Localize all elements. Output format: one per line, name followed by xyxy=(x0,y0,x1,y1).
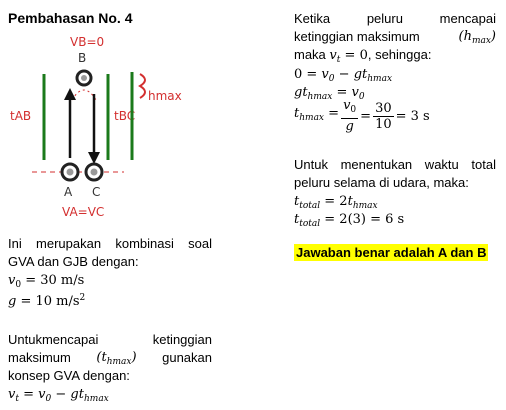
brace-hmax xyxy=(140,74,145,98)
arrow-down-head xyxy=(88,152,100,164)
motion-diagram xyxy=(8,28,208,228)
label-va-vc: VA=VC xyxy=(62,205,105,219)
intro-line-2: GVA dan GJB dengan: xyxy=(8,254,139,269)
eq-gt: $gt_{hmax} = v_0$ xyxy=(294,85,365,102)
para2-line-1: Untukmencapai ketinggian xyxy=(8,332,212,347)
answer-highlight: Jawaban benar adalah A dan B xyxy=(296,245,487,260)
label-tbc: tBC xyxy=(114,109,136,123)
label-tab: tAB xyxy=(10,109,32,123)
frac-v0-g: $\frac{v_0}{g}$ xyxy=(343,98,357,134)
para2-line-3: konsep GVA dengan: xyxy=(8,368,130,383)
trajectory-arc xyxy=(72,90,96,100)
frac-30-10: $\frac{30}{10}$ xyxy=(375,100,392,132)
eq-ttotal-1: $t_{total} = 2t_{hmax}$ xyxy=(294,194,378,211)
eq-v0: $v_0 = 30$ m/s xyxy=(8,273,85,290)
label-hmax: hmax xyxy=(148,89,182,103)
ball-b-core xyxy=(81,75,87,81)
p1-line-3: maka $v_t = 0$, sehingga: xyxy=(294,47,432,65)
eq-g: g = 10 $m/s^2$ xyxy=(8,293,86,309)
eq-zero: $0 = v_0 - gt_{hmax}$ xyxy=(294,67,393,84)
ball-c-core xyxy=(91,169,98,176)
eq-ttotal-2: $t_{total} = 2(3) = 6$ s xyxy=(294,212,405,229)
label-vb: VB=0 xyxy=(70,35,105,49)
p2-line-2: peluru selama di udara, maka: xyxy=(294,175,469,190)
p1-line-2: ketinggian maksimum $(h_{max})$ xyxy=(294,29,496,46)
label-a: A xyxy=(64,185,73,199)
p2-line-1: Untuk menentukan waktu total xyxy=(294,157,496,172)
label-b: B xyxy=(78,51,87,65)
page-title: Pembahasan No. 4 xyxy=(8,10,133,26)
eq-vt: $v_t = v_0 - gt_{hmax}$ xyxy=(8,387,109,404)
ball-a-core xyxy=(67,169,74,176)
intro-line-1: Ini merupakan kombinasi soal xyxy=(8,236,212,251)
arrow-up-head xyxy=(64,88,76,100)
para2-line-2: maksimum $(t_{hmax})$ gunakan xyxy=(8,350,212,367)
label-c: C xyxy=(92,185,101,199)
p1-line-1: Ketika peluru mencapai xyxy=(294,11,496,26)
eq-thmax: $t_{hmax}$ = $\frac{v_0}{g}$ = $\frac{30}{10}$ = 3 s xyxy=(294,98,430,134)
